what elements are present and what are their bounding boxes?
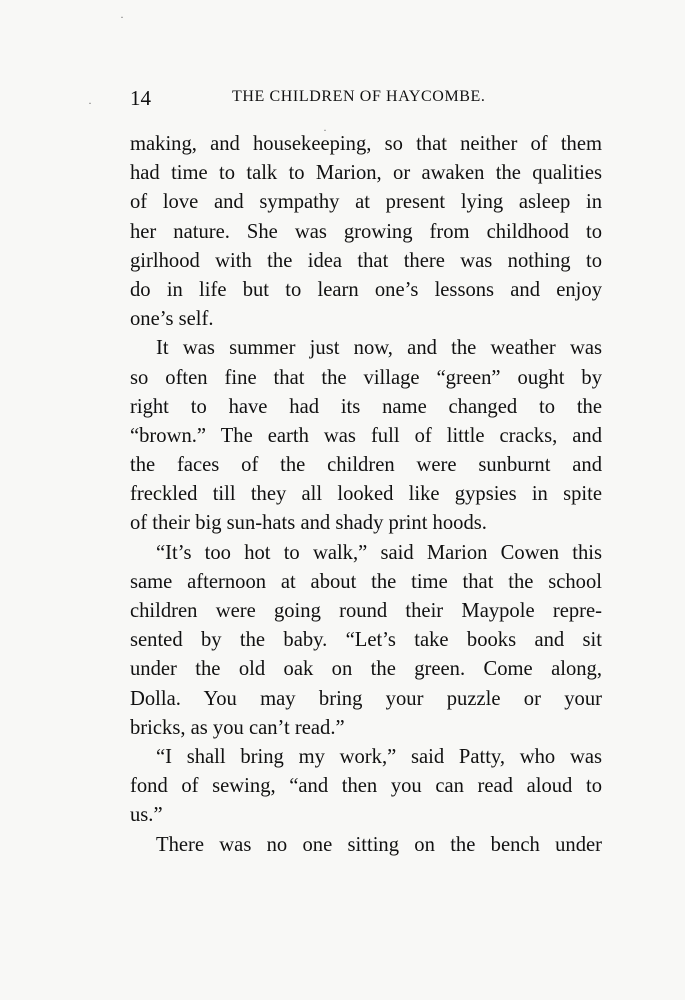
- text-line: under the old oak on the green. Come along,: [130, 658, 602, 681]
- text-line: one’s self.: [130, 308, 214, 331]
- text-line: bricks, as you can’t read.”: [130, 716, 345, 739]
- text-line: of their big sun-hats and shady print hoods.: [130, 512, 487, 535]
- running-header: [130, 86, 600, 114]
- text-line: It was summer just now, and the weather was: [156, 337, 602, 360]
- text-line: us.”: [130, 804, 163, 827]
- text-line: “It’s too hot to walk,” said Marion Cowen this: [156, 541, 602, 564]
- body-text: [130, 130, 602, 860]
- text-line: do in life but to learn one’s lessons and enjoy: [130, 278, 602, 301]
- text-line: “I shall bring my work,” said Patty, who was: [156, 745, 602, 768]
- text-line: Dolla. You may bring your puzzle or your: [130, 687, 602, 710]
- text-line: right to have had its name changed to the: [130, 395, 602, 418]
- scan-speck: ·: [120, 10, 124, 24]
- text-line: same afternoon at about the time that the school: [130, 570, 602, 593]
- text-line: “brown.” The earth was full of little cracks, and: [130, 424, 602, 447]
- running-title: THE CHILDREN OF HAYCOMBE.: [232, 88, 486, 105]
- text-line: the faces of the children were sunburnt and: [130, 454, 602, 477]
- scan-speck: ·: [88, 96, 92, 110]
- text-line: had time to talk to Marion, or awaken the qualities: [130, 162, 602, 185]
- text-line: of love and sympathy at present lying asleep in: [130, 191, 602, 214]
- text-line: freckled till they all looked like gypsies in spite: [130, 483, 602, 506]
- text-line: making, and housekeeping, so that neither of them: [130, 133, 602, 155]
- text-line: girlhood with the idea that there was nothing to: [130, 249, 602, 272]
- text-line: so often fine that the village “green” ought by: [130, 366, 602, 389]
- page-number: 14: [130, 86, 151, 110]
- text-line: There was no one sitting on the bench under: [156, 833, 602, 856]
- text-line: children were going round their Maypole repre-: [130, 600, 602, 622]
- scan-speck: ·: [323, 123, 327, 137]
- text-line: fond of sewing, “and then you can read aloud to: [130, 775, 602, 798]
- text-line: sented by the baby. “Let’s take books and sit: [130, 629, 602, 652]
- text-line: her nature. She was growing from childhood to: [130, 220, 602, 243]
